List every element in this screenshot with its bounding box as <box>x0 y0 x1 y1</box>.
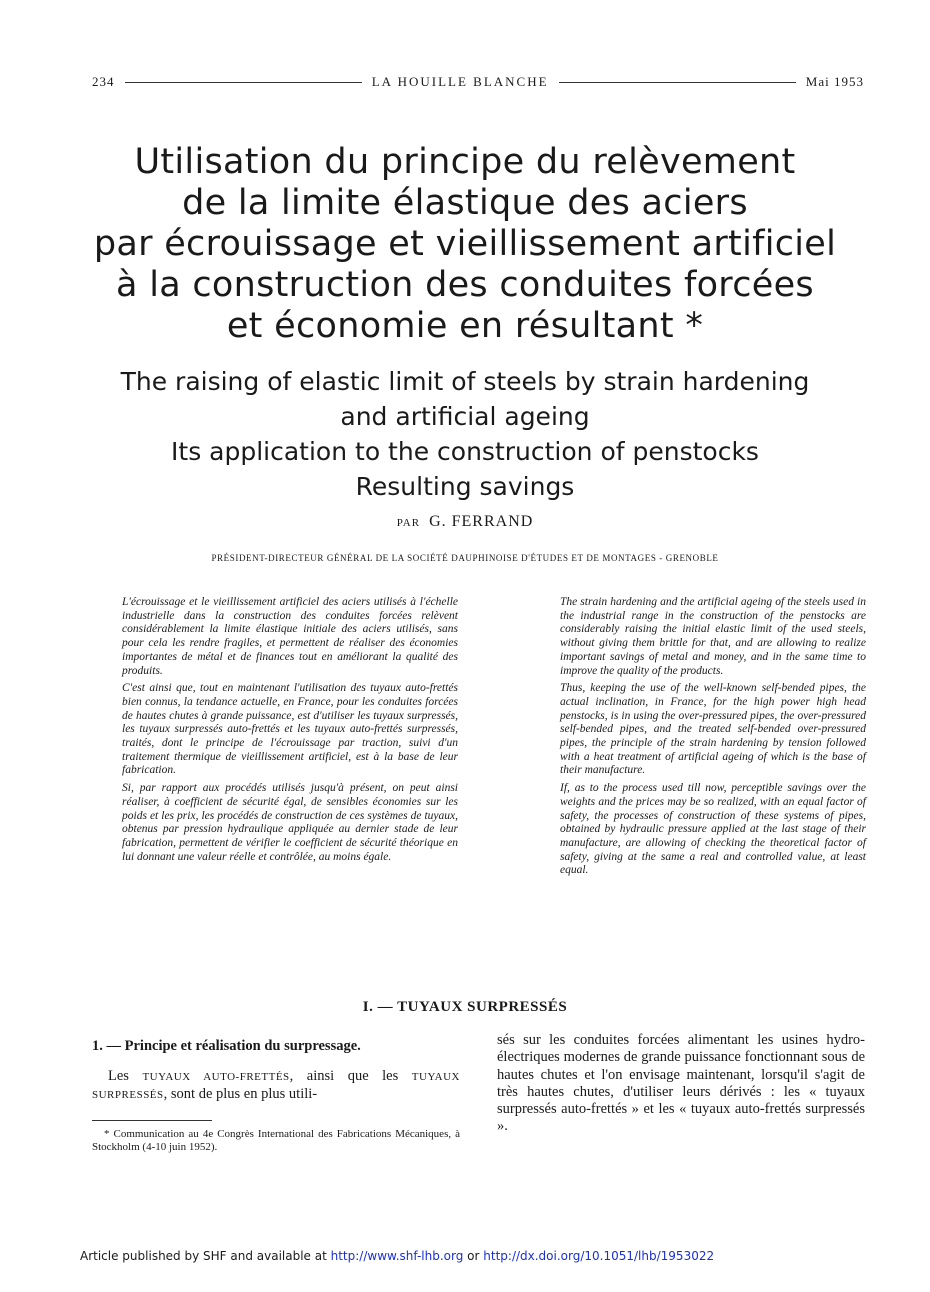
footnote: * Communication au 4e Congrès International des Fabrications Mécaniques, à Stockholm (4-10 juin 1952). <box>92 1128 460 1153</box>
body-right-paragraph: sés sur les conduites forcées alimentant les usines hydro-électriques modernes de grande puissance fonctionnant sous de hautes chutes et l'on envisage maintenant, lorsqu'il s'agit de très hautes chutes, d'utiliser leurs dérivés : les « tuyaux surpressés auto-frettés » et les « tuyaux auto-frettés surpressés ». <box>497 1032 865 1135</box>
abstract-paragraph: L'écrouissage et le vieillissement artificiel des aciers utilisés à l'échelle industrielle dans la construction des conduites forcées relèvent considérablement la limite élastique initiale des aciers utilisés, sans pour cela les rendre fragiles, et permettent de réaliser des économies importantes de métal et de finances tout en améliorant la qualité des produits. <box>122 596 458 677</box>
credit-text: Article published by SHF and available at <box>80 1249 331 1263</box>
subsection-heading: 1. — Principe et réalisation du surpressage. <box>92 1038 361 1054</box>
abstract-french <box>122 596 458 868</box>
title-fr-line: à la construction des conduites forcées <box>116 265 814 305</box>
header-rule-right <box>559 82 796 83</box>
publisher-credit <box>80 1249 714 1263</box>
running-header <box>92 72 864 92</box>
title-fr-line: et économie en résultant * <box>226 306 704 346</box>
title-fr-line: par écrouissage et vieillissement artificiel <box>93 224 837 264</box>
title-english <box>60 364 870 504</box>
abstract-paragraph: If, as to the process used till now, perceptible savings over the weights and the prices may be so realized, with an equal factor of safety, the processes of construction of these systems of pipes, obtained by hydraulic pressure applied at the last stage of their manufacture, are allowing of checking the theoretical factor of safety, giving at the same a real and controlled value, at least equal. <box>560 782 866 877</box>
title-en-line: The raising of elastic limit of steels by strain hardening <box>120 367 810 396</box>
title-en-line: and artificial ageing <box>340 402 590 431</box>
small-caps-term: TUYAUX SURPRESSÉS <box>92 1071 461 1101</box>
footnote-rule <box>92 1120 212 1121</box>
title-en-line: Resulting savings <box>355 472 575 501</box>
byline-prefix: PAR <box>396 517 421 529</box>
abstract-paragraph: C'est ainsi que, tout en maintenant l'utilisation des tuyaux auto-frettés bien connus, la tendance actuelle, en France, pour les conduites forcées de hautes chutes à grande puissance, est d'utiliser les tuyaux surpressés, les tuyaux surpressés auto-frettés et les tuyaux auto-frettés surpressés, traités, dont le principe de l'écrouissage par traction, suivi d'un traitement thermique de vieillissement artificiel, est à la base de leur fabrication. <box>122 682 458 777</box>
abstract-paragraph: The strain hardening and the artificial ageing of the steels used in the industrial range in the construction of the penstocks are considerably raising the initial elastic limit of the used steels, without giving them brittle for that, and are allowing to realize important savings of metal and money, and in the same time to improve the quality of the products. <box>560 596 866 677</box>
issue-date: Mai 1953 <box>805 74 864 89</box>
body-left-paragraph <box>92 1068 460 1104</box>
journal-name: LA HOUILLE BLANCHE <box>371 74 549 89</box>
title-fr-line: de la limite élastique des aciers <box>182 183 748 223</box>
doi-link[interactable]: http://dx.doi.org/10.1051/lhb/1953022 <box>483 1249 715 1263</box>
credit-or: or <box>463 1249 484 1263</box>
title-fr-line: Utilisation du principe du relèvement <box>134 142 796 182</box>
body-text: , sont de plus en plus utili- <box>163 1086 318 1102</box>
body-text: , ainsi que les <box>289 1068 412 1084</box>
abstract-paragraph: Si, par rapport aux procédés utilisés jusqu'à présent, on peut ainsi réaliser, à coefficient de sécurité égal, de sensibles économies sur les poids et les prix, les procédés de construction de ces systèmes de tuyaux, obtenus par pression hydraulique appliquée au dernier stade de leur fabrication, permettent de vérifier le coefficient de sécurité théorique en lui donnant une valeur réelle et contrôlée, au moins égale. <box>122 782 458 863</box>
abstract-paragraph: Thus, keeping the use of the well-known self-bended pipes, the actual inclination, in France, for the high power high head penstocks, is in using the over-pressured pipes, the over-pressured self-bended pipes, and the treated self-bended over-pressured pipes, the principle of the strain hardening by tension followed with a heat treatment of artificial ageing of which is the base of their manufacture. <box>560 682 866 777</box>
small-caps-term: TUYAUX AUTO-FRETTÉS <box>142 1071 290 1083</box>
byline <box>0 513 930 531</box>
section-heading: I. — TUYAUX SURPRESSÉS <box>362 999 568 1015</box>
title-french <box>60 142 870 347</box>
abstract-english <box>560 596 866 882</box>
body-text: Les <box>108 1068 143 1084</box>
author-affiliation: PRÉSIDENT-DIRECTEUR GÉNÉRAL DE LA SOCIÉTÉ DAUPHINOISE D'ÉTUDES ET DE MONTAGES - GRENOBLE <box>211 553 719 563</box>
page-number: 234 <box>92 74 115 89</box>
author-name: G. FERRAND <box>429 513 534 530</box>
shf-link[interactable]: http://www.shf-lhb.org <box>330 1249 464 1263</box>
header-rule-left <box>125 82 362 83</box>
title-en-line: Its application to the construction of penstocks <box>171 437 759 466</box>
